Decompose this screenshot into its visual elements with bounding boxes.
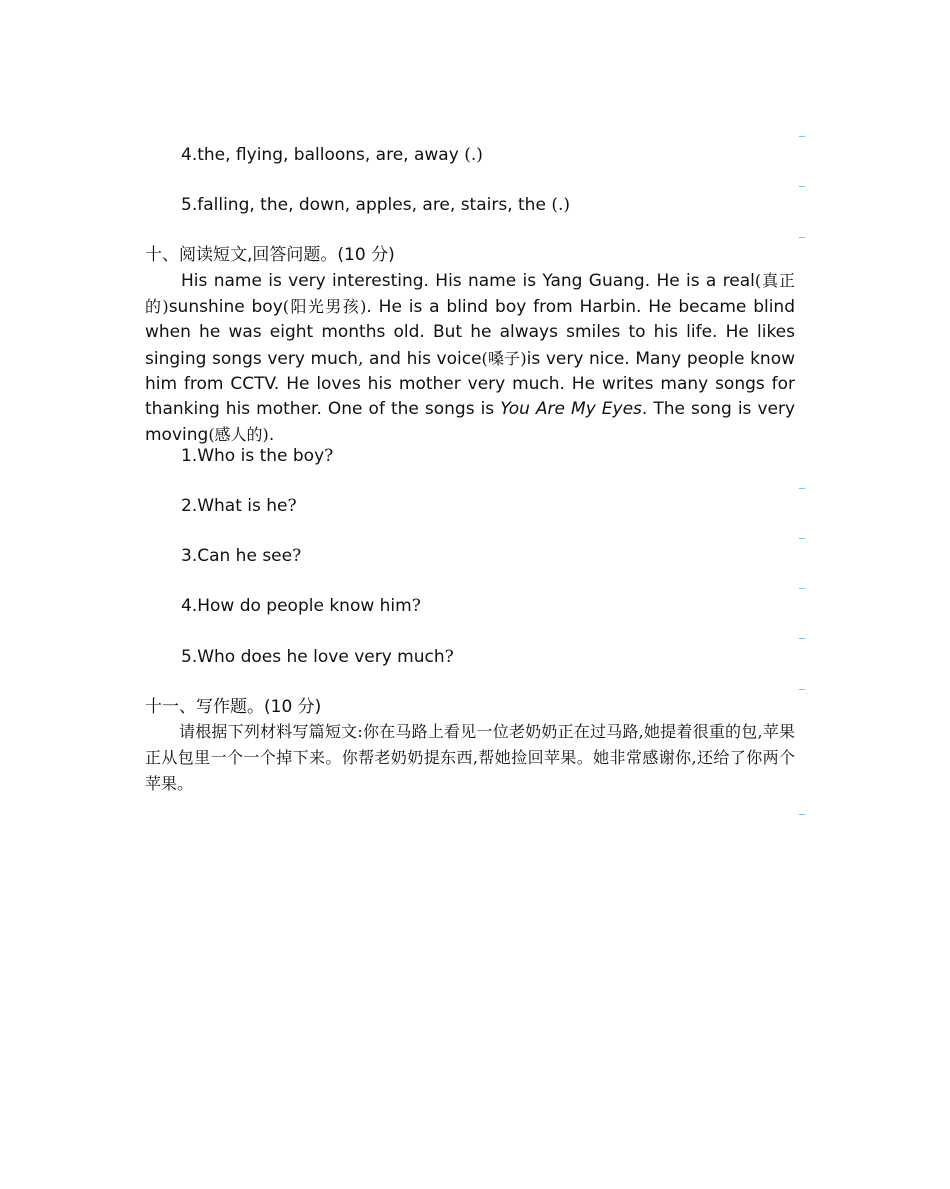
passage-text: His name is very interesting. His name is Yang Guang. He is a real [181, 271, 755, 291]
passage-text: . The song is very moving [145, 399, 796, 446]
question-text: 4.How do people know him [181, 596, 412, 616]
question-mark: ? [287, 496, 297, 516]
reorder-item-ending: (.) [545, 195, 570, 215]
passage-gloss: (感人的) [208, 425, 269, 445]
passage-text: is very nice. Many people know him from CCTV. He loves his mother very much. He writes many songs for thanking his mother. One of the songs is [145, 348, 795, 420]
question-3 [181, 544, 301, 569]
question-text: 3.Can he see [181, 546, 293, 566]
margin-mark [799, 689, 805, 690]
margin-mark [799, 488, 805, 489]
question-mark: ? [411, 596, 421, 616]
margin-mark [799, 638, 805, 639]
passage-text: . He is a blind boy from Harbin. He became blind when he was eight months old. But he always smiles to his life. He likes singing songs very much [145, 297, 795, 369]
question-text: 2.What is he [181, 496, 288, 516]
passage-gloss: (真正的) [145, 271, 796, 317]
question-mark: ? [324, 446, 334, 466]
margin-mark [799, 237, 805, 238]
question-mark: ? [444, 647, 454, 667]
reorder-item-4 [181, 143, 483, 168]
question-text: 5.Who does he love very much [181, 647, 445, 667]
reorder-item-5 [181, 193, 570, 218]
question-5 [181, 645, 454, 670]
reorder-item-ending: (.) [458, 145, 483, 165]
passage-text: . [268, 425, 275, 446]
question-1 [181, 444, 333, 469]
writing-prompt: 请根据下列材料写篇短文:你在马路上看见一位老奶奶正在过马路,她提着很重的包,苹果正从包里一个一个掉下来。你帮老奶奶提东西,帮她捡回苹果。她非常感谢你,还给了你两个苹果。 [145, 722, 795, 793]
question-text: 1.Who is the boy [181, 446, 325, 466]
reading-passage [145, 268, 795, 448]
question-2 [181, 494, 297, 519]
margin-mark [799, 538, 805, 539]
margin-mark [799, 186, 805, 187]
question-4 [181, 594, 421, 619]
margin-mark [799, 588, 805, 589]
question-mark: ? [292, 546, 302, 566]
passage-text: and his voice [363, 348, 482, 369]
margin-mark [799, 136, 805, 137]
margin-mark [799, 814, 805, 815]
section-10-heading: 十、阅读短文,回答问题。(10 分) [145, 245, 395, 265]
passage-gloss: (嗓子) [481, 348, 527, 368]
song-title: You Are My Eyes [500, 399, 642, 420]
reorder-item-text: 5.falling, the, down, apples, are, stairs, the [181, 195, 546, 215]
section-11-heading: 十一、写作题。(10 分) [145, 697, 322, 717]
passage-gloss: (阳光男孩) [282, 297, 367, 317]
reorder-item-text: 4.the, flying, balloons, are, away [181, 145, 459, 165]
passage-comma: , [357, 348, 364, 369]
passage-text: sunshine boy [168, 297, 283, 318]
